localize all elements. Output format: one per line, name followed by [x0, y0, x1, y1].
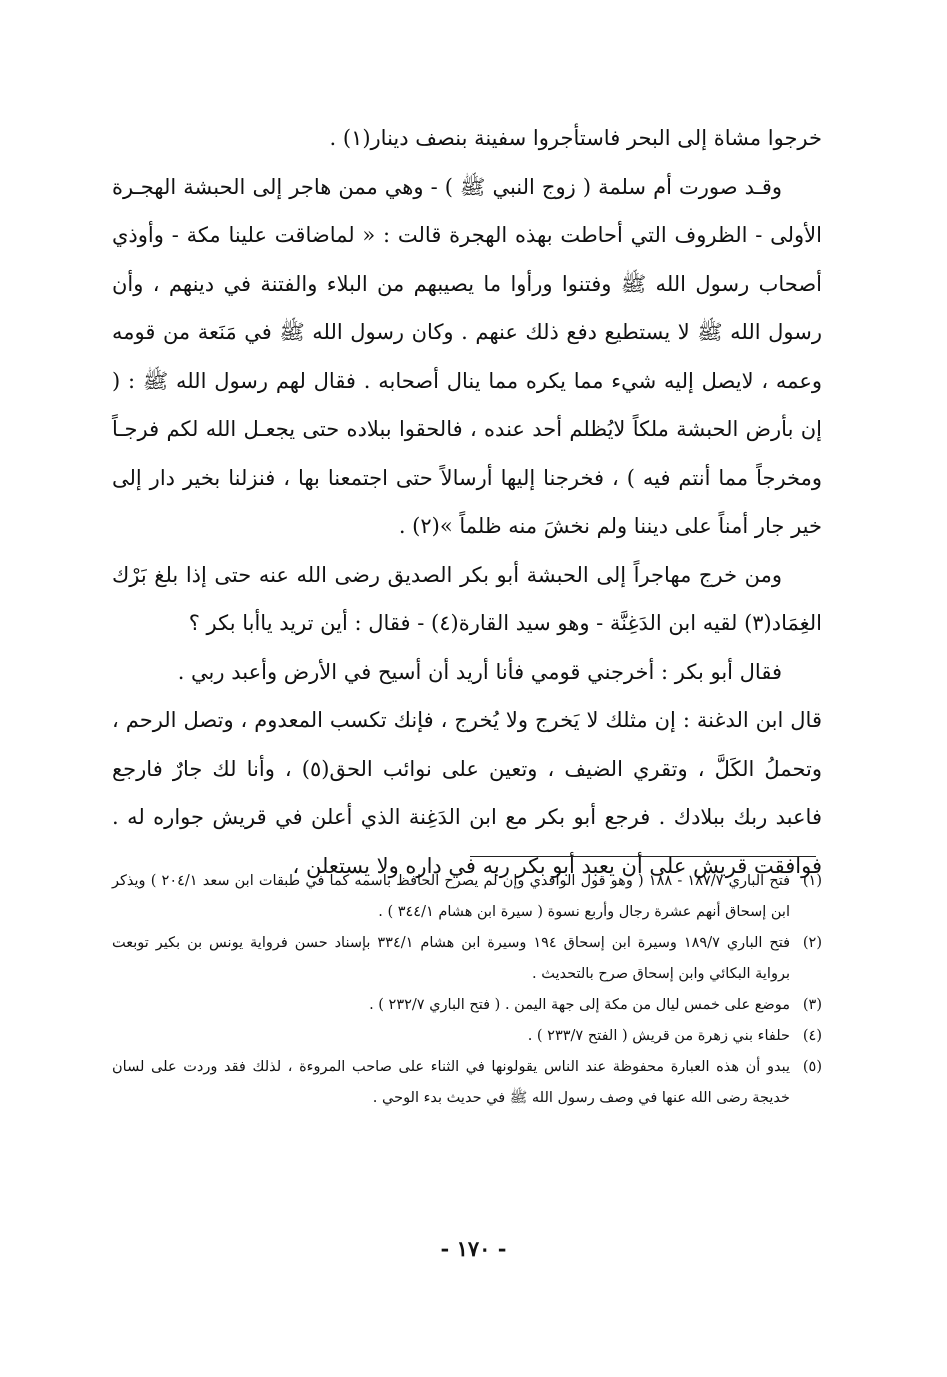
page-number: - ١٧٠ - — [440, 1236, 507, 1261]
paragraph-2: وقـد صورت أم سلمة ( زوج النبي ﷺ ) - وهي ممن هاجر إلى الحبشة الهجـرة الأولى - الظروف التي أحاطت بهذه الهجرة قالت : « لماضاقت علينا مكة - وأوذي أصحاب رسول الله ﷺ وفتنوا ورأوا ما يصيبهم من البلاء والفتنة في دينهم ، وأن رسول الله ﷺ لا يستطيع دفع ذلك عنهم . وكان رسول الله ﷺ في مَنَعة من قومه وعمه ، لايصل إليه شيء مما يكره مما ينال أصحابه . فقال لهم رسول الله ﷺ : ( إن بأرض الحبشة ملكاً لايُظلم أحد عنده ، فالحقوا ببلاده حتى يجعـل الله لكم فرجـاً ومخرجاً مما أنتم فيه ) ، فخرجنا إليها أرسالاً حتى اجتمعنا بها ، فنزلنا بخير دار إلى خير جار أمناً على ديننا ولم نخشَ منه ظلماً »(٢) . — [112, 174, 822, 538]
paragraph-1: خرجوا مشاة إلى البحر فاستأجروا سفينة بنصف دينار(١) . — [329, 126, 822, 150]
footnote-text: يبدو أن هذه العبارة محفوظة عند الناس يقولونها في الثناء على صاحب المروءة ، لذلك فقد وردت على لسان خديجة رضى الله عنها في وصف رسول الله ﷺ في حديث بدء الوحي . — [112, 1059, 790, 1106]
paragraph-5: قال ابن الدغنة : إن مثلك لا يَخرج ولا يُخرج ، فإنك تكسب المعدوم ، وتصل الرحم ، وتحملُ الكَلَّ ، وتقري الضيف ، وتعين على نوائب الحق(٥) ، وأنا لك جارٌ فارجع فاعبد ربك ببلادك . فرجع أبو بكر مع ابن الدَغِنة الذي أعلن في قريش جواره له . فوافقت قريش على أن يعبد أبو بكر ربه في داره ولا يستعلن ، — [112, 708, 822, 878]
paragraph-4: فقال أبو بكر : أخرجني قومي فأنا أريد أن أسيح في الأرض وأعبد ربي . — [177, 659, 782, 684]
footnote-number: (٥) — [802, 1059, 822, 1075]
footnote-5 — [112, 1052, 822, 1114]
footnote-separator — [470, 856, 816, 857]
footnote-text: موضع على خمس ليال من مكة إلى جهة اليمن . ( فتح الباري ٢٣٢/٧ ) . — [369, 997, 790, 1013]
footnote-1 — [112, 866, 822, 928]
main-text — [112, 114, 822, 890]
paragraph-3: ومن خرج مهاجراً إلى الحبشة أبو بكر الصديق رضى الله عنه حتى إذا بلغ بَرْك الغِمَاد(٣) لقيه ابن الدَغِنَّة - وهو سيد القارة(٤) - فقال : أين تريد ياأبا بكر ؟ — [112, 562, 822, 635]
footnote-3 — [112, 990, 822, 1021]
footnote-4 — [112, 1021, 822, 1052]
footnote-number: (١) — [802, 873, 822, 889]
footnote-2 — [112, 928, 822, 990]
footnote-text: حلفاء بني زهرة من قريش ( الفتح ٢٣٣/٧ ) . — [527, 1028, 790, 1044]
footnote-number: (٢) — [802, 935, 822, 951]
footnote-number: (٤) — [802, 1028, 822, 1044]
footnotes — [112, 866, 822, 1114]
footnote-text: فتح الباري ١٨٧/٧ - ١٨٨ ( وهو قول الواقدي وإن لم يصرح الحافظ باسمه كما في طبقات ابن سعد ٢٠٤/١ ) ويذكر ابن إسحاق أنهم عشرة رجال وأربع نسوة ( سيرة ابن هشام ٣٤٤/١ ) . — [112, 873, 791, 920]
footnote-text: فتح الباري ١٨٩/٧ وسيرة ابن إسحاق ١٩٤ وسيرة ابن هشام ٣٣٤/١ بإسناد حسن فرواية يونس بن بكير توبعت برواية البكائي وابن إسحاق صرح بالتحديث . — [112, 935, 790, 982]
footnote-number: (٣) — [802, 997, 822, 1013]
